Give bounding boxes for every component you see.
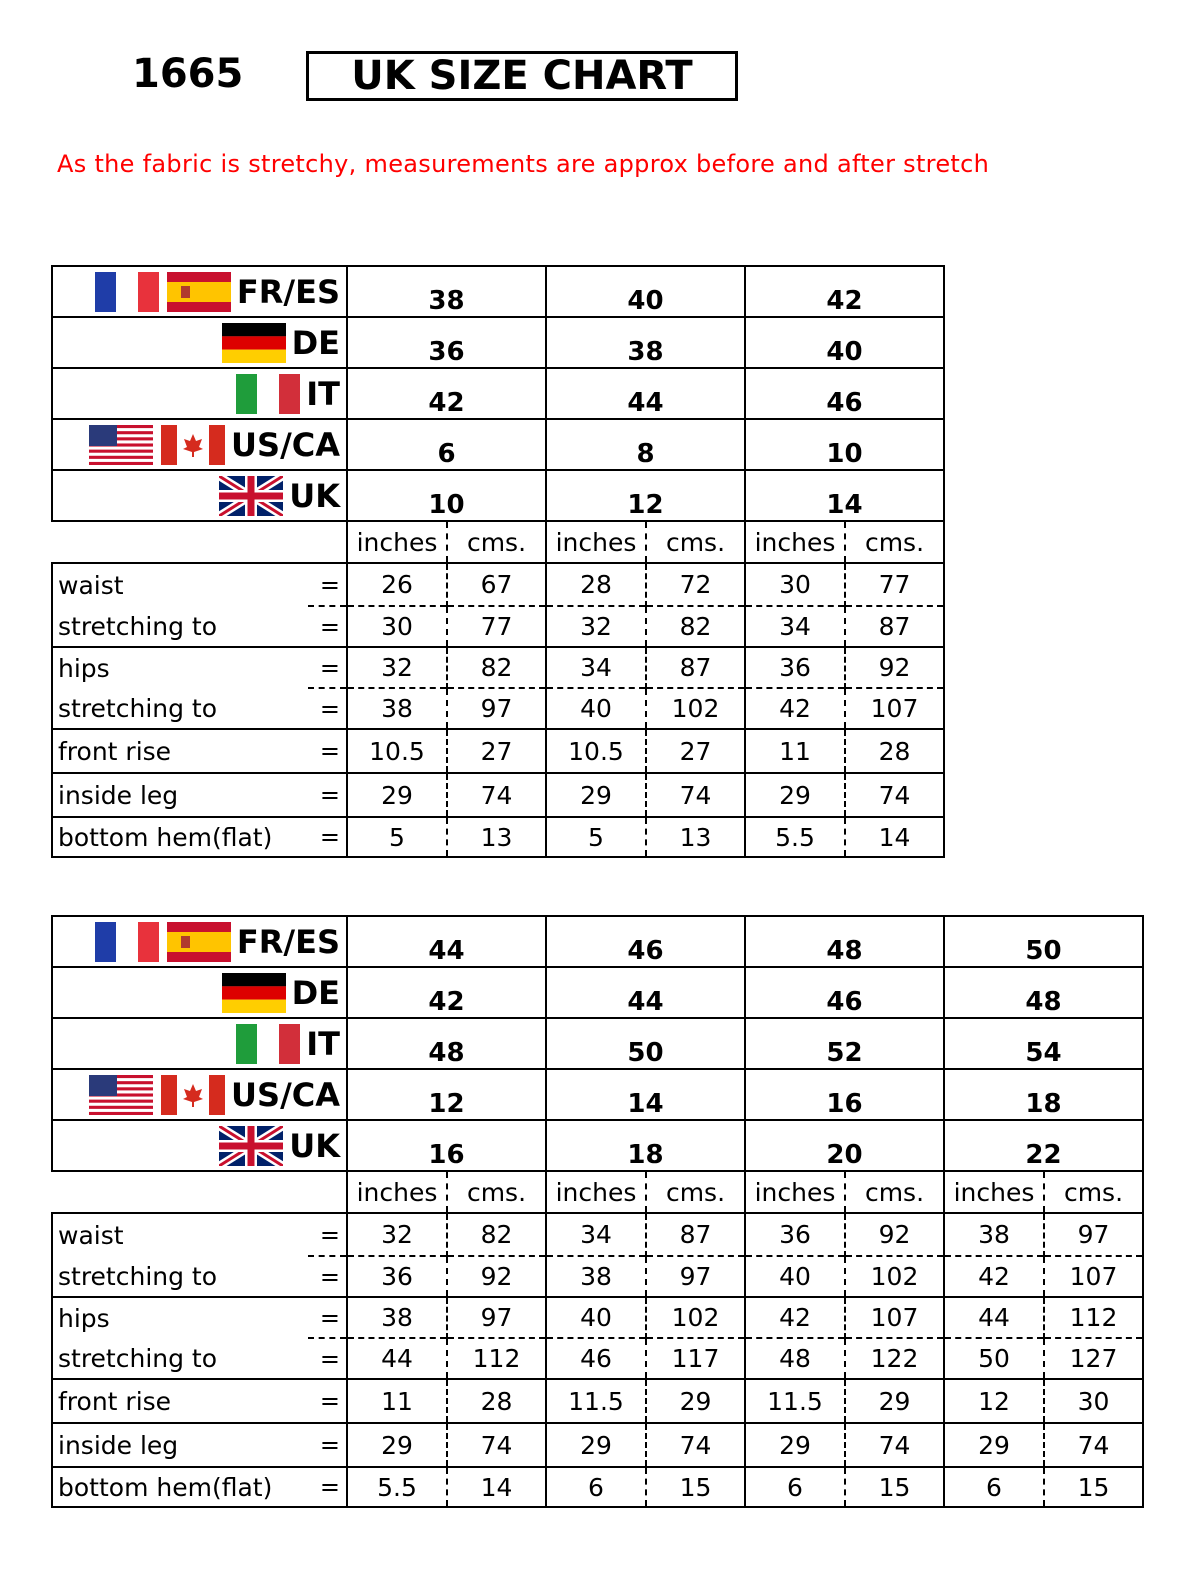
cms-value: 82 <box>447 647 546 688</box>
inches-value: 6 <box>745 1467 845 1507</box>
country-label: US/CA <box>231 425 340 464</box>
country-size-row <box>52 317 944 368</box>
measurement-row <box>52 1297 1143 1338</box>
unit-cms-header: cms. <box>845 521 944 563</box>
cms-value: 112 <box>1044 1297 1143 1338</box>
cms-value: 74 <box>1044 1423 1143 1467</box>
size-value: 18 <box>944 1069 1143 1120</box>
country-size-row <box>52 368 944 419</box>
measurement-row <box>52 1467 1143 1507</box>
inches-value: 42 <box>745 1297 845 1338</box>
cms-value: 82 <box>646 606 745 647</box>
inches-value: 40 <box>546 1297 646 1338</box>
country-label-cell <box>52 419 347 470</box>
cms-value: 102 <box>646 1297 745 1338</box>
size-value: 10 <box>745 419 944 470</box>
size-chart-table-2 <box>51 915 1144 1508</box>
cms-value: 122 <box>845 1338 944 1379</box>
cms-value: 97 <box>1044 1213 1143 1256</box>
size-value: 38 <box>347 266 546 317</box>
measurement-label: waist <box>52 563 308 606</box>
inches-value: 29 <box>944 1423 1044 1467</box>
cms-value: 92 <box>845 647 944 688</box>
inches-value: 29 <box>546 773 646 817</box>
measurement-row <box>52 773 944 817</box>
measurement-row <box>52 606 944 647</box>
cms-value: 74 <box>646 1423 745 1467</box>
inches-value: 10.5 <box>546 729 646 773</box>
inches-value: 38 <box>944 1213 1044 1256</box>
size-value: 14 <box>745 470 944 521</box>
inches-value: 6 <box>546 1467 646 1507</box>
cms-value: 13 <box>646 817 745 857</box>
size-value: 46 <box>745 967 944 1018</box>
unit-inches-header: inches <box>546 1171 646 1213</box>
cms-value: 92 <box>447 1256 546 1297</box>
inches-value: 42 <box>745 688 845 729</box>
size-value: 20 <box>745 1120 944 1171</box>
page-title: UK SIZE CHART <box>306 51 738 101</box>
size-value: 40 <box>745 317 944 368</box>
cms-value: 74 <box>845 1423 944 1467</box>
cms-value: 102 <box>646 688 745 729</box>
size-value: 48 <box>347 1018 546 1069</box>
canada-flag-icon <box>161 1075 225 1115</box>
equals-sign: = <box>308 1467 347 1507</box>
unit-inches-header: inches <box>347 521 447 563</box>
france-flag-icon <box>95 922 159 962</box>
measurement-row <box>52 1256 1143 1297</box>
country-size-row <box>52 266 944 317</box>
size-value: 22 <box>944 1120 1143 1171</box>
inches-value: 28 <box>546 563 646 606</box>
inches-value: 5 <box>546 817 646 857</box>
cms-value: 87 <box>646 1213 745 1256</box>
country-label: FR/ES <box>236 922 340 961</box>
cms-value: 74 <box>447 773 546 817</box>
country-label: FR/ES <box>236 272 340 311</box>
measurement-label: hips <box>52 1297 308 1338</box>
inches-value: 5.5 <box>347 1467 447 1507</box>
measurement-label: stretching to <box>52 688 308 729</box>
inches-value: 6 <box>944 1467 1044 1507</box>
spain-flag-icon <box>167 272 231 312</box>
inches-value: 32 <box>546 606 646 647</box>
cms-value: 13 <box>447 817 546 857</box>
inches-value: 32 <box>347 1213 447 1256</box>
unit-inches-header: inches <box>347 1171 447 1213</box>
size-value: 42 <box>347 368 546 419</box>
size-value: 10 <box>347 470 546 521</box>
measurement-row <box>52 817 944 857</box>
country-label-cell <box>52 1018 347 1069</box>
inches-value: 36 <box>347 1256 447 1297</box>
cms-value: 14 <box>447 1467 546 1507</box>
measurement-label: inside leg <box>52 1423 308 1467</box>
cms-value: 15 <box>646 1467 745 1507</box>
measurement-row <box>52 1213 1143 1256</box>
uk-flag-icon <box>219 476 283 516</box>
country-label-cell <box>52 1069 347 1120</box>
italy-flag-icon <box>236 1024 300 1064</box>
inches-value: 11.5 <box>546 1379 646 1423</box>
size-value: 46 <box>745 368 944 419</box>
size-value: 6 <box>347 419 546 470</box>
size-value: 46 <box>546 916 745 967</box>
size-value: 48 <box>944 967 1143 1018</box>
germany-flag-icon <box>222 323 286 363</box>
cms-value: 15 <box>1044 1467 1143 1507</box>
inches-value: 38 <box>546 1256 646 1297</box>
inches-value: 5 <box>347 817 447 857</box>
cms-value: 97 <box>447 1297 546 1338</box>
measurement-label: bottom hem(flat) <box>52 1467 308 1507</box>
country-size-row <box>52 967 1143 1018</box>
unit-inches-header: inches <box>944 1171 1044 1213</box>
cms-value: 27 <box>447 729 546 773</box>
inches-value: 42 <box>944 1256 1044 1297</box>
inches-value: 11.5 <box>745 1379 845 1423</box>
unit-cms-header: cms. <box>1044 1171 1143 1213</box>
country-size-row <box>52 1120 1143 1171</box>
inches-value: 32 <box>347 647 447 688</box>
unit-inches-header: inches <box>745 521 845 563</box>
country-label-cell <box>52 916 347 967</box>
size-value: 42 <box>347 967 546 1018</box>
size-value: 52 <box>745 1018 944 1069</box>
inches-value: 36 <box>745 1213 845 1256</box>
country-label-cell <box>52 967 347 1018</box>
inches-value: 50 <box>944 1338 1044 1379</box>
inches-value: 5.5 <box>745 817 845 857</box>
unit-cms-header: cms. <box>845 1171 944 1213</box>
inches-value: 34 <box>546 1213 646 1256</box>
equals-sign: = <box>308 647 347 688</box>
cms-value: 97 <box>447 688 546 729</box>
equals-sign: = <box>308 1297 347 1338</box>
cms-value: 67 <box>447 563 546 606</box>
country-size-row <box>52 916 1143 967</box>
unit-cms-header: cms. <box>447 521 546 563</box>
cms-value: 77 <box>447 606 546 647</box>
unit-inches-header: inches <box>745 1171 845 1213</box>
size-value: 14 <box>546 1069 745 1120</box>
measurement-label: front rise <box>52 1379 308 1423</box>
unit-inches-header: inches <box>546 521 646 563</box>
cms-value: 74 <box>845 773 944 817</box>
france-flag-icon <box>95 272 159 312</box>
cms-value: 107 <box>845 1297 944 1338</box>
cms-value: 107 <box>1044 1256 1143 1297</box>
cms-value: 27 <box>646 729 745 773</box>
size-value: 16 <box>347 1120 546 1171</box>
equals-sign: = <box>308 688 347 729</box>
size-value: 12 <box>347 1069 546 1120</box>
cms-value: 77 <box>845 563 944 606</box>
cms-value: 29 <box>845 1379 944 1423</box>
country-label: US/CA <box>231 1075 340 1114</box>
size-value: 44 <box>546 967 745 1018</box>
country-label-cell <box>52 470 347 521</box>
measurement-label: stretching to <box>52 1338 308 1379</box>
cms-value: 87 <box>845 606 944 647</box>
inches-value: 48 <box>745 1338 845 1379</box>
country-size-row <box>52 419 944 470</box>
cms-value: 15 <box>845 1467 944 1507</box>
inches-value: 11 <box>745 729 845 773</box>
country-label-cell <box>52 317 347 368</box>
usa-flag-icon <box>89 1075 153 1115</box>
country-label: UK <box>289 1126 340 1165</box>
blank-cell <box>52 521 347 563</box>
size-value: 50 <box>546 1018 745 1069</box>
inches-value: 44 <box>944 1297 1044 1338</box>
measurement-row <box>52 1338 1143 1379</box>
inches-value: 34 <box>745 606 845 647</box>
measurement-row <box>52 563 944 606</box>
cms-value: 30 <box>1044 1379 1143 1423</box>
country-label: DE <box>291 323 340 362</box>
cms-value: 97 <box>646 1256 745 1297</box>
country-label: DE <box>291 973 340 1012</box>
inches-value: 46 <box>546 1338 646 1379</box>
equals-sign: = <box>308 1338 347 1379</box>
size-value: 42 <box>745 266 944 317</box>
unit-cms-header: cms. <box>646 521 745 563</box>
uk-flag-icon <box>219 1126 283 1166</box>
measurement-label: stretching to <box>52 1256 308 1297</box>
equals-sign: = <box>308 1379 347 1423</box>
measurement-row <box>52 729 944 773</box>
spain-flag-icon <box>167 922 231 962</box>
cms-value: 29 <box>646 1379 745 1423</box>
unit-cms-header: cms. <box>646 1171 745 1213</box>
cms-value: 87 <box>646 647 745 688</box>
measurement-label: bottom hem(flat) <box>52 817 308 857</box>
cms-value: 82 <box>447 1213 546 1256</box>
cms-value: 14 <box>845 817 944 857</box>
canada-flag-icon <box>161 425 225 465</box>
cms-value: 102 <box>845 1256 944 1297</box>
size-value: 44 <box>347 916 546 967</box>
measurement-row <box>52 688 944 729</box>
inches-value: 38 <box>347 1297 447 1338</box>
size-value: 40 <box>546 266 745 317</box>
measurement-label: stretching to <box>52 606 308 647</box>
units-row <box>52 1171 1143 1213</box>
stretch-note: As the fabric is stretchy, measurements are approx before and after stretch <box>57 150 990 178</box>
measurement-row <box>52 1423 1143 1467</box>
inches-value: 29 <box>347 773 447 817</box>
size-value: 44 <box>546 368 745 419</box>
equals-sign: = <box>308 773 347 817</box>
measurement-label: hips <box>52 647 308 688</box>
inches-value: 44 <box>347 1338 447 1379</box>
equals-sign: = <box>308 817 347 857</box>
cms-value: 107 <box>845 688 944 729</box>
size-value: 18 <box>546 1120 745 1171</box>
equals-sign: = <box>308 729 347 773</box>
measurement-label: inside leg <box>52 773 308 817</box>
unit-cms-header: cms. <box>447 1171 546 1213</box>
measurement-label: waist <box>52 1213 308 1256</box>
country-label: UK <box>289 476 340 515</box>
inches-value: 10.5 <box>347 729 447 773</box>
blank-cell <box>52 1171 347 1213</box>
inches-value: 29 <box>745 773 845 817</box>
country-label: IT <box>306 374 340 413</box>
germany-flag-icon <box>222 973 286 1013</box>
inches-value: 34 <box>546 647 646 688</box>
cms-value: 72 <box>646 563 745 606</box>
inches-value: 29 <box>347 1423 447 1467</box>
inches-value: 11 <box>347 1379 447 1423</box>
cms-value: 28 <box>845 729 944 773</box>
cms-value: 28 <box>447 1379 546 1423</box>
inches-value: 30 <box>347 606 447 647</box>
cms-value: 117 <box>646 1338 745 1379</box>
measurement-row <box>52 647 944 688</box>
size-chart-table-1 <box>51 265 945 858</box>
inches-value: 30 <box>745 563 845 606</box>
country-size-row <box>52 1018 1143 1069</box>
inches-value: 12 <box>944 1379 1044 1423</box>
country-label: IT <box>306 1024 340 1063</box>
size-value: 48 <box>745 916 944 967</box>
inches-value: 40 <box>546 688 646 729</box>
size-value: 54 <box>944 1018 1143 1069</box>
usa-flag-icon <box>89 425 153 465</box>
country-label-cell <box>52 1120 347 1171</box>
cms-value: 74 <box>646 773 745 817</box>
measurement-label: front rise <box>52 729 308 773</box>
country-label-cell <box>52 368 347 419</box>
cms-value: 92 <box>845 1213 944 1256</box>
units-row <box>52 521 944 563</box>
inches-value: 38 <box>347 688 447 729</box>
equals-sign: = <box>308 563 347 606</box>
measurement-row <box>52 1379 1143 1423</box>
inches-value: 36 <box>745 647 845 688</box>
size-value: 16 <box>745 1069 944 1120</box>
inches-value: 26 <box>347 563 447 606</box>
cms-value: 127 <box>1044 1338 1143 1379</box>
product-code: 1665 <box>132 51 244 97</box>
equals-sign: = <box>308 606 347 647</box>
size-value: 50 <box>944 916 1143 967</box>
inches-value: 29 <box>745 1423 845 1467</box>
equals-sign: = <box>308 1213 347 1256</box>
italy-flag-icon <box>236 374 300 414</box>
country-size-row <box>52 470 944 521</box>
inches-value: 40 <box>745 1256 845 1297</box>
size-value: 38 <box>546 317 745 368</box>
inches-value: 29 <box>546 1423 646 1467</box>
equals-sign: = <box>308 1256 347 1297</box>
cms-value: 112 <box>447 1338 546 1379</box>
country-label-cell <box>52 266 347 317</box>
size-value: 12 <box>546 470 745 521</box>
size-value: 36 <box>347 317 546 368</box>
cms-value: 74 <box>447 1423 546 1467</box>
equals-sign: = <box>308 1423 347 1467</box>
size-value: 8 <box>546 419 745 470</box>
country-size-row <box>52 1069 1143 1120</box>
